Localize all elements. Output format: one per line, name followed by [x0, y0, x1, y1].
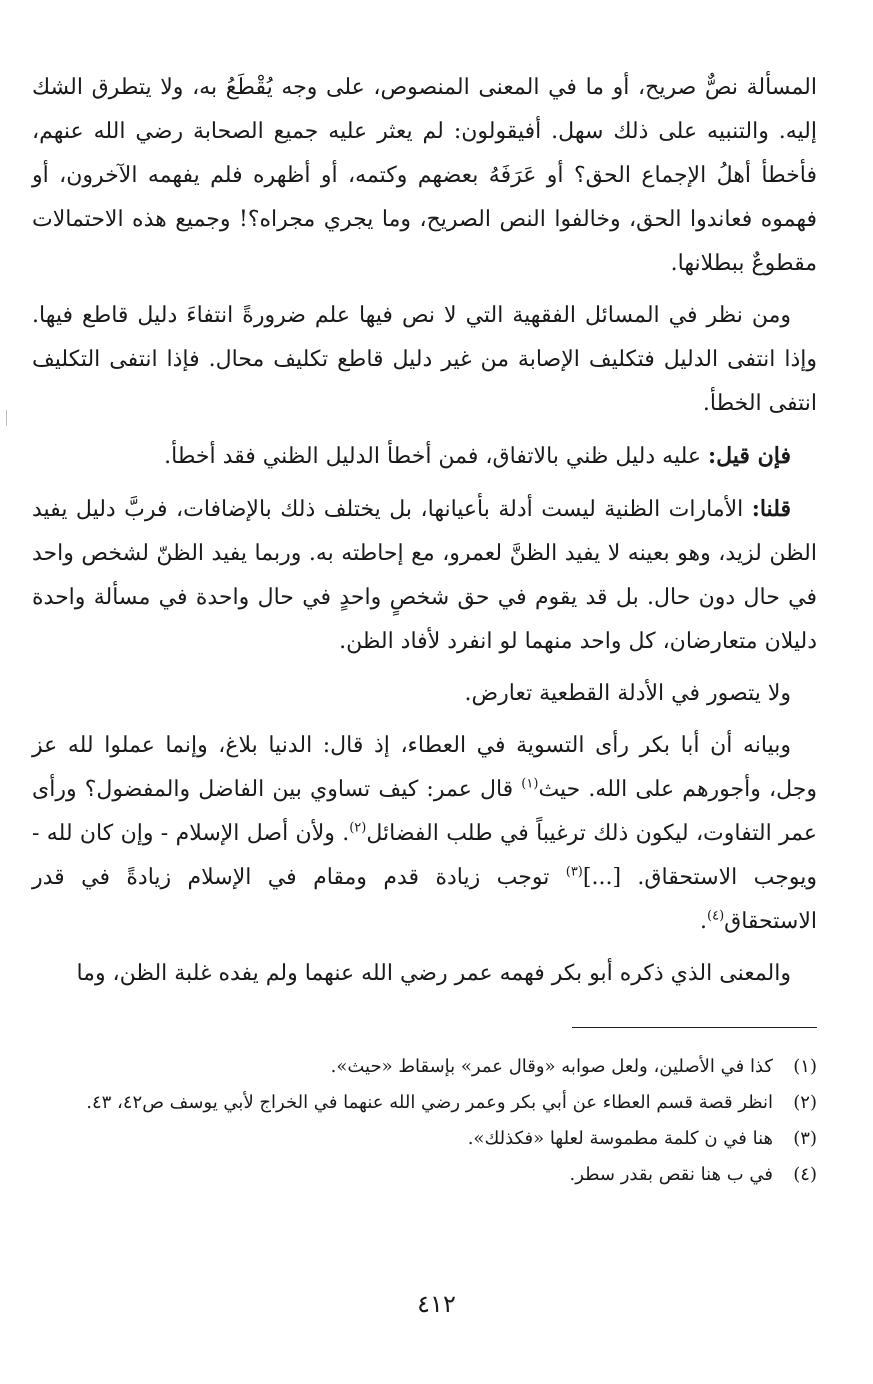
paragraph-last: والمعنى الذي ذكره أبو بكر فهمه عمر رضي الله عنهما ولم يفده غلبة الظن، وما [76, 961, 791, 986]
footnote-number: (٤) [793, 1164, 817, 1185]
footnote-number: (٢) [793, 1092, 817, 1113]
paragraph-bayan [32, 724, 817, 944]
footnote-number: (١) [793, 1056, 817, 1077]
page-number: ٤١٢ [417, 1290, 456, 1318]
footnote-ref-4[interactable]: (٤) [707, 908, 725, 924]
objection-paragraph [32, 434, 817, 479]
footnote-2 [40, 1086, 817, 1120]
footnote-text: في ب هنا نقص بقدر سطر. [569, 1164, 773, 1185]
paragraph-1: المسألة نصٌّ صريح، أو ما في المعنى المنصوص، على وجه يُقْطَعُ به، ولا يتطرق الشك إليه. والتنبيه على ذلك سهل. أفيقولون: لم يعثر عليه جميع الصحابة رضي الله عنهم، فأخطأ أهلُ الإجماع الحق؟ أو عَرَفَهُ بعضهم وكتمه، أو أظهره فلم يفهمه الآخرون، أو فهموه فعاندوا الحق، وخالفوا النص الصريح، وما يجري مجراه؟! وجميع هذه الاحتمالات مقطوعٌ ببطلانها. [32, 75, 817, 276]
objection-text: عليه دليل ظني بالاتفاق، فمن أخطأ الدليل الظني فقد أخطأ. [164, 444, 709, 469]
footnote-text: كذا في الأصلين، ولعل صوابه «وقال عمر» بإسقاط «حيث». [330, 1056, 773, 1077]
main-text [32, 66, 817, 1004]
footnote-number: (٣) [793, 1128, 817, 1149]
footnote-separator [572, 1027, 817, 1028]
paragraph-2: ومن نظر في المسائل الفقهية التي لا نص فيها علم ضرورةً انتفاءَ دليل قاطع فيها. وإذا انتفى الدليل فتكليف الإصابة من غير دليل قاطع تكليف محال. فإذا انتفى التكليف انتفى الخطأ. [32, 303, 817, 416]
bayan-part-3: . ولأن أصل الإسلام - وإن كان لله - ويوجب الاستحقاق. [...] [32, 821, 817, 890]
answer-paragraph [32, 487, 817, 664]
footnote-ref-1[interactable]: (١) [521, 776, 539, 792]
margin-mark [6, 410, 7, 426]
footnote-ref-3[interactable]: (٣) [565, 864, 583, 880]
footnote-text: انظر قصة قسم العطاء عن أبي بكر وعمر رضي الله عنهما في الخراج لأبي يوسف ص٤٢، ٤٣. [86, 1092, 773, 1113]
bayan-part-1: وبيانه أن أبا بكر رأى التسوية في العطاء، إذ قال: الدنيا بلاغ، وإنما عملوا لله عز وجل، وأجورهم على الله. حيث [32, 733, 817, 802]
paragraph-no-conflict: ولا يتصور في الأدلة القطعية تعارض. [464, 681, 791, 706]
footnote-ref-2[interactable]: (٢) [349, 820, 367, 836]
footnote-1 [40, 1050, 817, 1084]
bayan-part-5: . [700, 909, 708, 934]
footnotes [40, 1050, 817, 1194]
bayan-part-4: توجب زيادة قدم ومقام في الإسلام زيادةً في قدر الاستحقاق [32, 865, 817, 934]
objection-lead: فإن قيل: [708, 443, 791, 469]
footnote-4 [40, 1158, 817, 1192]
answer-text: الأمارات الظنية ليست أدلة بأعيانها، بل يختلف ذلك بالإضافات، فربَّ دليل يفيد الظن لزيد، وهو بعينه لا يفيد الظنَّ لعمرو، مع إحاطته به. وربما يفيد الظنّ لشخص واحد في حال دون حال. بل قد يقوم في حق شخصٍ واحدٍ في حال واحدة في مسألة واحدة دليلان متعارضان، كل واحد منهما لو انفرد لأفاد الظن. [32, 497, 817, 654]
answer-lead: قلنا: [751, 496, 791, 522]
footnote-text: هنا في ن كلمة مطموسة لعلها «فكذلك». [467, 1128, 773, 1149]
footnote-3 [40, 1122, 817, 1156]
bayan-part-2: قال عمر: كيف تساوي بين الفاضل والمفضول؟ ورأى عمر التفاوت، ليكون ذلك ترغيباً في طلب الفضائل [32, 777, 818, 846]
